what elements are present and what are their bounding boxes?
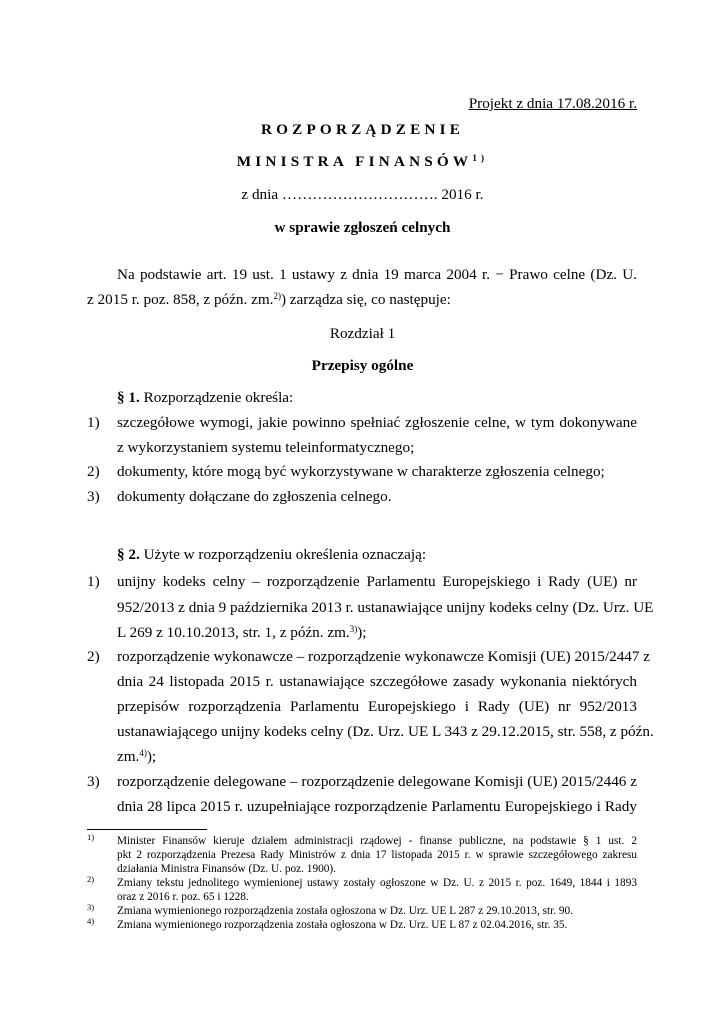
chapter-title: Przepisy ogólne	[311, 357, 414, 374]
footnote-3-number: 3)	[87, 902, 95, 912]
paragraph-2-intro-text: Użyte w rozporządzeniu określenia oznaczają:	[139, 546, 427, 563]
par2-item-1-line-1: unijny kodeks celny – rozporządzenie Parlamentu Europejskiego i Rady (UE) nr	[117, 573, 637, 590]
par2-item-2-line-2: dnia 24 listopada 2015 r. ustanawiające szczegółowe zasady wykonania niektórych	[117, 673, 637, 690]
par2-item-2-line-4: ustanawiającego unijny kodeks celny (Dz. Urz. UE L 343 z 29.12.2015, str. 558, z późn.	[117, 723, 654, 740]
par1-item-2-line-1: dokumenty, które mogą być wykorzystywane w charakterze zgłoszenia celnego;	[117, 463, 605, 480]
par1-item-2-number: 2)	[87, 463, 100, 480]
footnote-ref-3: 3)	[349, 624, 358, 634]
paragraph-2-intro	[117, 545, 426, 564]
footnote-4-line-1: Zmiana wymienionego rozporządzenia została ogłoszona w Dz. Urz. UE L 87 z 02.04.2016, str. 35.	[117, 919, 568, 931]
par1-item-1-line-2: z wykorzystaniem systemu teleinformatycznego;	[117, 439, 415, 456]
issuer-line	[0, 152, 725, 171]
preamble-text-end: ) zarządza się, co następuje:	[280, 291, 451, 308]
issue-date-line: z dnia …………………………. 2016 r.	[241, 186, 484, 203]
par1-item-1-line-1: szczegółowe wymogi, jakie powinno spełniać zgłoszenie celne, w tym dokonywane	[117, 414, 637, 431]
par2-item-1-line-3-text: L 269 z 10.10.2013, str. 1, z późn. zm.	[117, 624, 350, 641]
paragraph-1-marker: § 1.	[117, 389, 140, 406]
par2-item-1-number: 1)	[87, 573, 100, 590]
document-title: ROZPORZĄDZENIE	[260, 121, 465, 138]
footnote-1-line-3: działania Ministra Finansów (Dz. U. poz. 1900).	[117, 863, 336, 875]
par2-item-3-line-2: dnia 28 lipca 2015 r. uzupełniające rozporządzenie Parlamentu Europejskiego i Rady	[117, 798, 637, 815]
par2-item-2-line-5-text: zm.	[117, 748, 140, 765]
footnote-1-number: 1)	[87, 832, 95, 842]
paragraph-1-intro-text: Rozporządzenie określa:	[139, 389, 294, 406]
par2-item-2-line-5-end: );	[146, 748, 157, 765]
footnote-4-number: 4)	[87, 916, 95, 926]
par2-item-2-line-3: przepisów rozporządzenia Parlamentu Europejskiego i Rady (UE) nr 952/2013	[117, 698, 637, 715]
footnote-2-number: 2)	[87, 874, 95, 884]
footnote-2-line-2: oraz z 2016 r. poz. 65 i 1228.	[117, 891, 249, 903]
preamble-line-1: Na podstawie art. 19 ust. 1 ustawy z dnia 19 marca 2004 r. − Prawo celne (Dz. U.	[117, 266, 637, 283]
footnote-separator	[87, 829, 207, 830]
par2-item-1-line-3	[117, 623, 366, 642]
footnote-ref-1: 1)	[472, 153, 489, 163]
footnote-ref-2: 2)	[273, 291, 281, 301]
footnote-3-line-1: Zmiana wymienionego rozporządzenia została ogłoszona w Dz. Urz. UE L 287 z 29.10.2013, str. 90.	[117, 905, 574, 917]
chapter-label: Rozdział 1	[329, 325, 396, 342]
project-date-line: Projekt z dnia 17.08.2016 r.	[468, 95, 637, 112]
par2-item-3-line-1: rozporządzenie delegowane – rozporządzenie delegowane Komisji (UE) 2015/2446 z	[117, 773, 637, 790]
par2-item-1-line-3-end: );	[357, 624, 367, 641]
par2-item-2-number: 2)	[87, 648, 100, 665]
par1-item-1-number: 1)	[87, 414, 100, 431]
subject-line: w sprawie zgłoszeń celnych	[274, 219, 451, 236]
par1-item-3-line-1: dokumenty dołączane do zgłoszenia celnego.	[117, 488, 392, 505]
preamble-text: z 2015 r. poz. 858, z późn. zm.	[87, 291, 274, 308]
par2-item-2-line-5	[117, 747, 156, 766]
par2-item-1-line-2: 952/2013 z dnia 9 października 2013 r. ustanawiające unijny kodeks celny (Dz. Urz. UE	[117, 599, 654, 616]
paragraph-1-intro	[117, 388, 293, 407]
preamble-line-2	[87, 290, 451, 309]
issuer-name: MINISTRA FINANSÓW	[236, 153, 473, 170]
footnote-1-line-1: Minister Finansów kieruje działem administracji rządowej - finanse publiczne, na podstawie § 1 ust. 2	[117, 835, 637, 847]
par2-item-2-line-1: rozporządzenie wykonawcze – rozporządzenie wykonawcze Komisji (UE) 2015/2447 z	[117, 648, 651, 665]
par2-item-3-number: 3)	[87, 773, 100, 790]
footnote-1-line-2: pkt 2 rozporządzenia Prezesa Rady Ministrów z dnia 17 listopada 2015 r. w sprawie szczegółowego zakresu	[117, 849, 637, 861]
footnote-ref-4: 4)	[139, 748, 147, 758]
footnote-2-line-1: Zmiany tekstu jednolitego wymienionej ustawy zostały ogłoszone w Dz. U. z 2015 r. poz. 1649, 1844 i 1893	[117, 877, 637, 889]
paragraph-2-marker: § 2.	[117, 546, 140, 563]
par1-item-3-number: 3)	[87, 488, 100, 505]
